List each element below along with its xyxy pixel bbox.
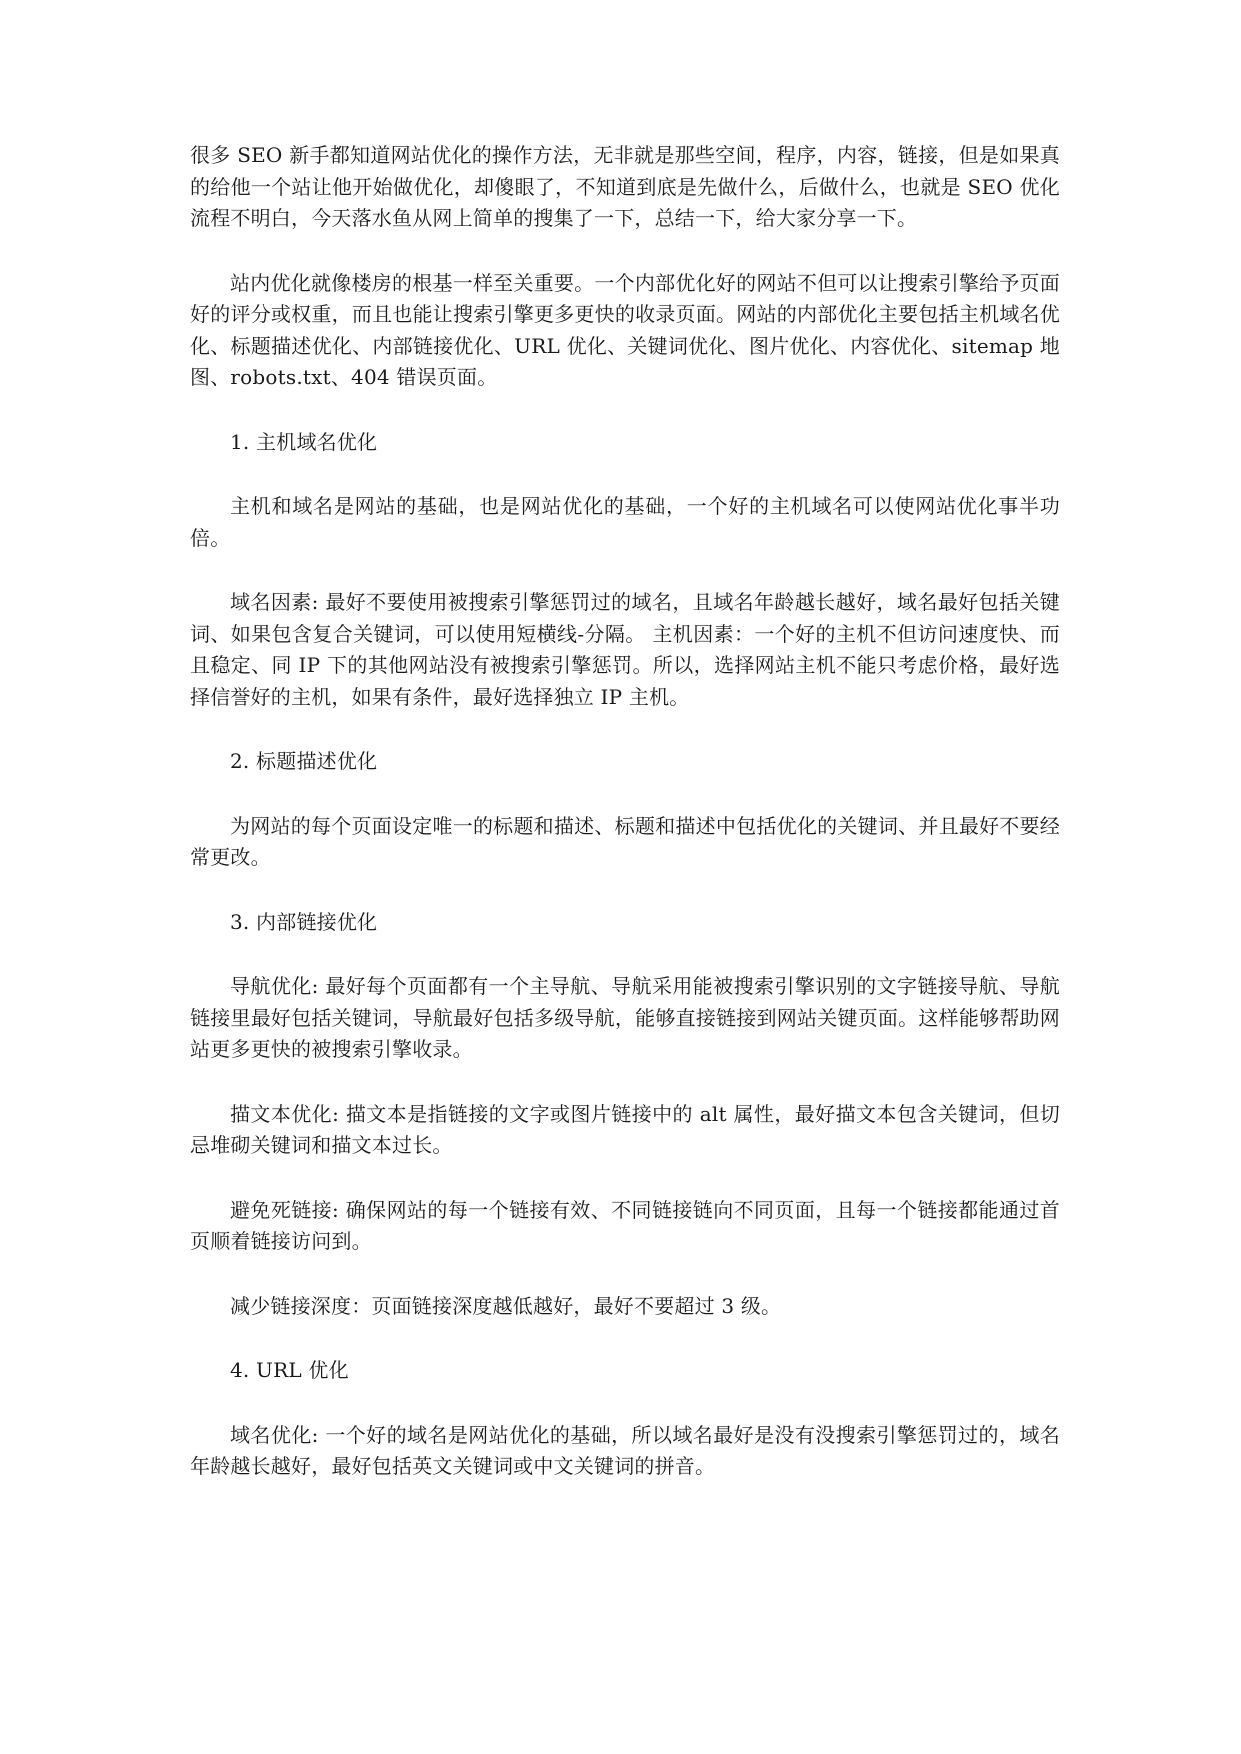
navigation-optimization-paragraph: 导航优化: 最好每个页面都有一个主导航、导航采用能被搜索引擎识别的文字链接导航、导航链接里最好包括关键词，导航最好包括多级导航，能够直接链接到网站关键页面。这样能够帮助网站更多更快的被搜索引擎收录。 bbox=[190, 974, 1060, 1061]
link-depth-paragraph: 减少链接深度：页面链接深度越低越好，最好不要超过 3 级。 bbox=[230, 1293, 782, 1318]
onsite-optimization-paragraph: 站内优化就像楼房的根基一样至关重要。一个内部优化好的网站不但可以让搜索引擎给予页面好的评分或权重，而且也能让搜索引擎更多更快的收录页面。网站的内部优化主要包括主机域名优化、标题描述优化、内部链接优化、URL 优化、关键词优化、图片优化、内容优化、sitemap 地图、robots.txt、404 错误页面。 bbox=[190, 270, 1060, 389]
section-heading-url: 4. URL 优化 bbox=[230, 1358, 349, 1382]
title-description-paragraph: 为网站的每个页面设定唯一的标题和描述、标题和描述中包括优化的关键词、并且最好不要经常更改。 bbox=[190, 813, 1060, 869]
section-heading-host-domain: 1. 主机域名优化 bbox=[230, 429, 378, 454]
domain-host-factors-paragraph: 域名因素: 最好不要使用被搜索引擎惩罚过的域名，且域名年龄越长越好，域名最好包括关键词、如果包含复合关键词，可以使用短横线-分隔。 主机因素：一个好的主机不但访问速度快、而且稳定、同 IP 下的其他网站没有被搜索引擎惩罚。所以，选择网站主机不能只考虑价格，最好选择信誉好的主机，如果有条件，最好选择独立 IP 主机。 bbox=[190, 590, 1060, 709]
dead-links-paragraph: 避免死链接: 确保网站的每一个链接有效、不同链接链向不同页面，且每一个链接都能通过首页顺着链接访问到。 bbox=[190, 1197, 1060, 1253]
document-page bbox=[190, 140, 1060, 1516]
host-domain-intro-paragraph: 主机和域名是网站的基础，也是网站优化的基础，一个好的主机域名可以使网站优化事半功倍。 bbox=[190, 494, 1060, 550]
section-heading-internal-links: 3. 内部链接优化 bbox=[230, 909, 378, 934]
section-heading-title-description: 2. 标题描述优化 bbox=[230, 749, 378, 773]
intro-paragraph: 很多 SEO 新手都知道网站优化的操作方法，无非就是那些空间，程序，内容，链接，但是如果真的给他一个站让他开始做优化，却傻眼了，不知道到底是先做什么，后做什么，也就是 SEO 优化流程不明白，今天落水鱼从网上简单的搜集了一下，总结一下，给大家分享一下。 bbox=[190, 143, 1060, 230]
anchor-text-paragraph: 描文本优化: 描文本是指链接的文字或图片链接中的 alt 属性，最好描文本包含关键词，但切忌堆砌关键词和描文本过长。 bbox=[190, 1101, 1060, 1157]
domain-optimization-paragraph: 域名优化: 一个好的域名是网站优化的基础，所以域名最好是没有没搜索引擎惩罚过的，域名年龄越长越好，最好包括英文关键词或中文关键词的拼音。 bbox=[190, 1422, 1060, 1478]
